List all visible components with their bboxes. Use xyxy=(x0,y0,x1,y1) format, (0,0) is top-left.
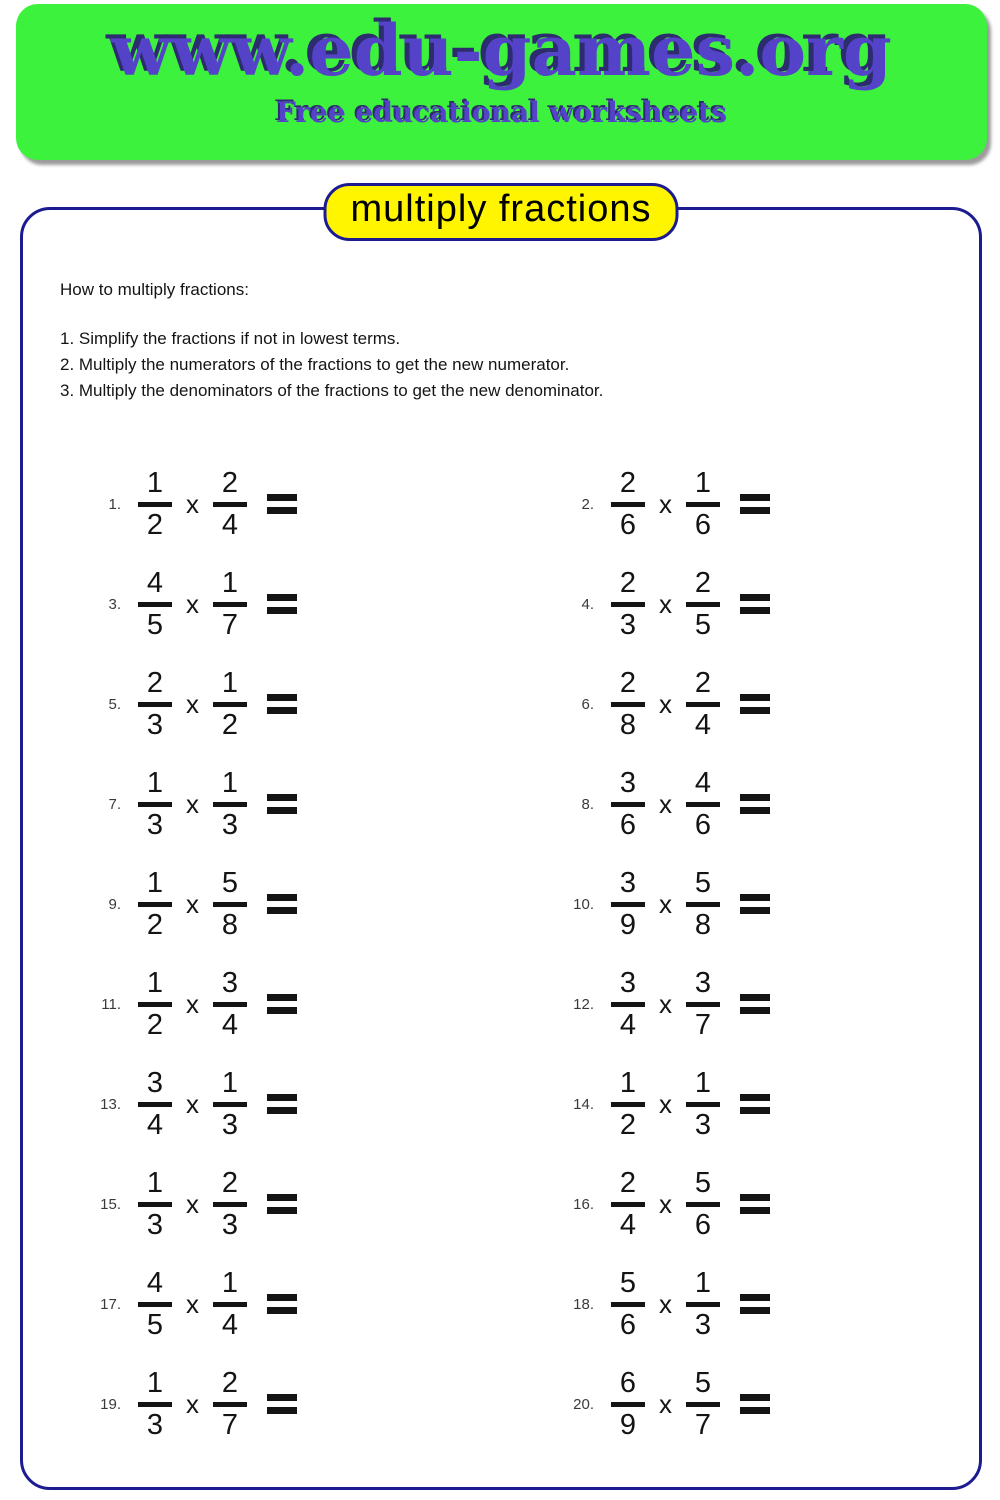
first-fraction-numerator: 1 xyxy=(146,466,164,499)
second-fraction xyxy=(686,1366,720,1441)
fraction-bar xyxy=(611,602,645,607)
second-fraction-denominator: 4 xyxy=(221,508,239,541)
equals-bar-bottom xyxy=(267,607,297,614)
multiply-operator: x xyxy=(186,1188,199,1219)
site-title: www.edu-games.org xyxy=(111,9,892,92)
problem-number: 18. xyxy=(573,1295,594,1313)
equals-sign xyxy=(740,994,770,1014)
equals-sign xyxy=(267,894,297,914)
first-fraction xyxy=(138,1166,172,1241)
second-fraction-numerator: 5 xyxy=(694,1366,712,1399)
first-fraction-numerator: 2 xyxy=(619,666,637,699)
problem-row xyxy=(510,854,959,954)
equals-bar-bottom xyxy=(267,707,297,714)
second-fraction-denominator: 2 xyxy=(221,708,239,741)
fraction-bar xyxy=(611,802,645,807)
second-fraction-numerator: 2 xyxy=(694,666,712,699)
first-fraction-numerator: 2 xyxy=(619,566,637,599)
second-fraction xyxy=(686,666,720,741)
first-fraction-denominator: 2 xyxy=(146,508,164,541)
problem-number: 4. xyxy=(581,595,594,613)
problem-number: 19. xyxy=(100,1395,121,1413)
first-fraction-denominator: 9 xyxy=(619,908,637,941)
worksheet-title: multiply fractions xyxy=(350,188,652,230)
second-fraction xyxy=(686,866,720,941)
first-fraction-denominator: 4 xyxy=(619,1208,637,1241)
fraction-bar xyxy=(138,1302,172,1307)
first-fraction xyxy=(138,1266,172,1341)
second-fraction-denominator: 7 xyxy=(221,1408,239,1441)
multiply-operator: x xyxy=(659,1388,672,1419)
second-fraction-numerator: 1 xyxy=(221,766,239,799)
second-fraction xyxy=(213,1066,247,1141)
first-fraction xyxy=(138,866,172,941)
site-tagline: Free educational worksheets xyxy=(276,96,727,129)
problem-row xyxy=(510,954,959,1054)
problems-grid xyxy=(23,404,979,1454)
first-fraction-denominator: 2 xyxy=(619,1108,637,1141)
first-fraction xyxy=(611,766,645,841)
second-fraction-denominator: 3 xyxy=(694,1108,712,1141)
second-fraction-denominator: 3 xyxy=(694,1308,712,1341)
first-fraction-denominator: 8 xyxy=(619,708,637,741)
first-fraction xyxy=(138,766,172,841)
multiply-operator: x xyxy=(659,588,672,619)
second-fraction xyxy=(213,766,247,841)
fraction-bar xyxy=(611,1302,645,1307)
equals-bar-bottom xyxy=(740,907,770,914)
equals-sign xyxy=(267,794,297,814)
first-fraction-denominator: 3 xyxy=(146,1408,164,1441)
equals-bar-top xyxy=(267,1394,297,1401)
second-fraction-denominator: 4 xyxy=(221,1308,239,1341)
problem-number: 16. xyxy=(573,1195,594,1213)
equals-bar-bottom xyxy=(267,1307,297,1314)
second-fraction-denominator: 7 xyxy=(221,608,239,641)
second-fraction-numerator: 2 xyxy=(694,566,712,599)
fraction-bar xyxy=(686,702,720,707)
fraction-bar xyxy=(611,502,645,507)
multiply-operator: x xyxy=(186,1288,199,1319)
problem-row xyxy=(61,954,510,1054)
second-fraction-denominator: 3 xyxy=(221,1208,239,1241)
fraction-bar xyxy=(213,702,247,707)
first-fraction-denominator: 3 xyxy=(146,808,164,841)
equals-bar-top xyxy=(740,694,770,701)
equals-bar-bottom xyxy=(740,1207,770,1214)
problem-number: 15. xyxy=(100,1195,121,1213)
instruction-step-1: 1. Simplify the fractions if not in lowest terms. xyxy=(60,329,401,348)
problem-number: 11. xyxy=(101,995,121,1013)
fraction-bar xyxy=(611,902,645,907)
equals-sign xyxy=(740,1294,770,1314)
second-fraction-numerator: 1 xyxy=(221,1266,239,1299)
equals-bar-top xyxy=(267,1194,297,1201)
first-fraction-denominator: 2 xyxy=(146,908,164,941)
problem-row xyxy=(510,1154,959,1254)
fraction-bar xyxy=(686,502,720,507)
equals-bar-bottom xyxy=(267,1207,297,1214)
equals-sign xyxy=(740,1094,770,1114)
instruction-step-3: 3. Multiply the denominators of the fractions to get the new denominator. xyxy=(60,381,604,400)
second-fraction xyxy=(213,1266,247,1341)
fraction-bar xyxy=(686,1002,720,1007)
first-fraction-denominator: 6 xyxy=(619,508,637,541)
first-fraction xyxy=(138,966,172,1041)
problem-row xyxy=(61,854,510,954)
first-fraction xyxy=(138,566,172,641)
equals-bar-bottom xyxy=(267,807,297,814)
first-fraction xyxy=(611,966,645,1041)
fraction-bar xyxy=(213,902,247,907)
equals-bar-bottom xyxy=(740,1307,770,1314)
equals-bar-bottom xyxy=(267,907,297,914)
multiply-operator: x xyxy=(659,888,672,919)
second-fraction-numerator: 1 xyxy=(221,666,239,699)
second-fraction-denominator: 5 xyxy=(694,608,712,641)
problem-number: 7. xyxy=(108,795,121,813)
first-fraction-numerator: 3 xyxy=(619,866,637,899)
fraction-bar xyxy=(138,1102,172,1107)
second-fraction xyxy=(686,566,720,641)
problem-number: 14. xyxy=(573,1095,594,1113)
first-fraction-numerator: 2 xyxy=(619,466,637,499)
worksheet-title-badge xyxy=(324,183,679,241)
second-fraction xyxy=(213,866,247,941)
second-fraction-denominator: 3 xyxy=(221,808,239,841)
multiply-operator: x xyxy=(186,1388,199,1419)
fraction-bar xyxy=(138,502,172,507)
equals-sign xyxy=(267,1394,297,1414)
second-fraction xyxy=(686,966,720,1041)
equals-sign xyxy=(267,594,297,614)
fraction-bar xyxy=(213,802,247,807)
problem-number: 3. xyxy=(108,595,121,613)
fraction-bar xyxy=(138,802,172,807)
equals-sign xyxy=(740,794,770,814)
first-fraction-numerator: 5 xyxy=(619,1266,637,1299)
second-fraction-denominator: 6 xyxy=(694,1208,712,1241)
multiply-operator: x xyxy=(186,488,199,519)
fraction-bar xyxy=(686,602,720,607)
fraction-bar xyxy=(138,902,172,907)
multiply-operator: x xyxy=(186,788,199,819)
fraction-bar xyxy=(611,702,645,707)
equals-bar-top xyxy=(740,494,770,501)
fraction-bar xyxy=(611,1002,645,1007)
second-fraction-numerator: 1 xyxy=(221,1066,239,1099)
equals-sign xyxy=(740,694,770,714)
problem-row xyxy=(61,1254,510,1354)
equals-sign xyxy=(267,694,297,714)
second-fraction-numerator: 2 xyxy=(221,1366,239,1399)
fraction-bar xyxy=(686,902,720,907)
equals-bar-bottom xyxy=(740,507,770,514)
first-fraction xyxy=(138,666,172,741)
first-fraction-numerator: 3 xyxy=(619,766,637,799)
problem-row xyxy=(61,554,510,654)
problem-row xyxy=(61,1354,510,1454)
first-fraction-denominator: 3 xyxy=(146,708,164,741)
first-fraction-denominator: 2 xyxy=(146,1008,164,1041)
fraction-bar xyxy=(138,1002,172,1007)
first-fraction-denominator: 3 xyxy=(619,608,637,641)
problem-row xyxy=(510,654,959,754)
equals-bar-top xyxy=(267,494,297,501)
equals-bar-bottom xyxy=(267,507,297,514)
fraction-bar xyxy=(213,502,247,507)
second-fraction-numerator: 2 xyxy=(221,466,239,499)
first-fraction xyxy=(611,666,645,741)
second-fraction-denominator: 6 xyxy=(694,508,712,541)
equals-bar-top xyxy=(740,1394,770,1401)
problem-row xyxy=(61,654,510,754)
problem-row xyxy=(61,1054,510,1154)
second-fraction xyxy=(686,1066,720,1141)
second-fraction xyxy=(686,1266,720,1341)
fraction-bar xyxy=(213,1402,247,1407)
equals-sign xyxy=(267,1294,297,1314)
second-fraction-denominator: 8 xyxy=(694,908,712,941)
second-fraction xyxy=(213,666,247,741)
fraction-bar xyxy=(138,602,172,607)
equals-sign xyxy=(267,994,297,1014)
second-fraction-denominator: 7 xyxy=(694,1008,712,1041)
first-fraction-numerator: 2 xyxy=(619,1166,637,1199)
first-fraction-denominator: 3 xyxy=(146,1208,164,1241)
problem-number: 13. xyxy=(100,1095,121,1113)
second-fraction-numerator: 1 xyxy=(694,1066,712,1099)
equals-bar-bottom xyxy=(740,707,770,714)
first-fraction-numerator: 6 xyxy=(619,1366,637,1399)
first-fraction xyxy=(611,866,645,941)
second-fraction-numerator: 1 xyxy=(694,1266,712,1299)
problem-number: 1. xyxy=(108,495,121,513)
first-fraction-numerator: 1 xyxy=(146,866,164,899)
equals-sign xyxy=(740,1394,770,1414)
equals-bar-top xyxy=(267,894,297,901)
problem-row xyxy=(510,454,959,554)
multiply-operator: x xyxy=(186,1088,199,1119)
second-fraction xyxy=(686,766,720,841)
equals-sign xyxy=(740,894,770,914)
multiply-operator: x xyxy=(659,1288,672,1319)
equals-sign xyxy=(740,494,770,514)
equals-bar-top xyxy=(740,994,770,1001)
multiply-operator: x xyxy=(659,988,672,1019)
second-fraction-denominator: 4 xyxy=(221,1008,239,1041)
equals-bar-bottom xyxy=(267,1007,297,1014)
problem-number: 6. xyxy=(581,695,594,713)
first-fraction-denominator: 4 xyxy=(146,1108,164,1141)
site-banner xyxy=(16,4,987,160)
multiply-operator: x xyxy=(659,1188,672,1219)
equals-bar-top xyxy=(267,694,297,701)
fraction-bar xyxy=(611,1102,645,1107)
equals-sign xyxy=(740,1194,770,1214)
first-fraction-numerator: 1 xyxy=(619,1066,637,1099)
equals-bar-bottom xyxy=(740,1007,770,1014)
equals-sign xyxy=(740,594,770,614)
fraction-bar xyxy=(611,1202,645,1207)
problem-row xyxy=(510,1354,959,1454)
problem-row xyxy=(510,1054,959,1154)
second-fraction-numerator: 2 xyxy=(221,1166,239,1199)
first-fraction xyxy=(611,1066,645,1141)
problem-number: 20. xyxy=(573,1395,594,1413)
second-fraction-numerator: 3 xyxy=(221,966,239,999)
multiply-operator: x xyxy=(186,688,199,719)
equals-sign xyxy=(267,1094,297,1114)
equals-bar-top xyxy=(740,1194,770,1201)
second-fraction-denominator: 8 xyxy=(221,908,239,941)
first-fraction-denominator: 5 xyxy=(146,608,164,641)
problem-number: 8. xyxy=(581,795,594,813)
worksheet xyxy=(20,188,982,1490)
second-fraction xyxy=(213,966,247,1041)
first-fraction-numerator: 1 xyxy=(146,966,164,999)
problem-row xyxy=(61,754,510,854)
first-fraction-denominator: 6 xyxy=(619,1308,637,1341)
equals-bar-top xyxy=(267,594,297,601)
problem-number: 5. xyxy=(108,695,121,713)
first-fraction-numerator: 1 xyxy=(146,1366,164,1399)
fraction-bar xyxy=(686,1102,720,1107)
instructions-steps xyxy=(60,326,939,404)
multiply-operator: x xyxy=(659,688,672,719)
first-fraction xyxy=(611,466,645,541)
first-fraction xyxy=(611,1366,645,1441)
fraction-bar xyxy=(686,1402,720,1407)
multiply-operator: x xyxy=(659,488,672,519)
instructions-heading: How to multiply fractions: xyxy=(60,280,249,299)
first-fraction xyxy=(138,1366,172,1441)
equals-bar-top xyxy=(267,794,297,801)
instruction-step-2: 2. Multiply the numerators of the fractions to get the new numerator. xyxy=(60,355,570,374)
second-fraction xyxy=(213,1166,247,1241)
first-fraction-numerator: 4 xyxy=(146,566,164,599)
problem-row xyxy=(61,454,510,554)
fraction-bar xyxy=(686,1302,720,1307)
equals-bar-bottom xyxy=(267,1407,297,1414)
first-fraction-numerator: 3 xyxy=(146,1066,164,1099)
multiply-operator: x xyxy=(186,888,199,919)
fraction-bar xyxy=(213,1002,247,1007)
equals-bar-top xyxy=(267,1294,297,1301)
second-fraction xyxy=(213,566,247,641)
multiply-operator: x xyxy=(659,1088,672,1119)
second-fraction-denominator: 6 xyxy=(694,808,712,841)
first-fraction xyxy=(138,1066,172,1141)
second-fraction-numerator: 1 xyxy=(694,466,712,499)
problem-row xyxy=(510,754,959,854)
equals-bar-bottom xyxy=(740,807,770,814)
fraction-bar xyxy=(213,1302,247,1307)
second-fraction-numerator: 3 xyxy=(694,966,712,999)
equals-bar-bottom xyxy=(740,1407,770,1414)
first-fraction-denominator: 5 xyxy=(146,1308,164,1341)
fraction-bar xyxy=(611,1402,645,1407)
problem-row xyxy=(61,1154,510,1254)
first-fraction-numerator: 1 xyxy=(146,766,164,799)
first-fraction-numerator: 4 xyxy=(146,1266,164,1299)
second-fraction-denominator: 4 xyxy=(694,708,712,741)
fraction-bar xyxy=(138,1402,172,1407)
multiply-operator: x xyxy=(186,988,199,1019)
fraction-bar xyxy=(138,1202,172,1207)
first-fraction-denominator: 6 xyxy=(619,808,637,841)
equals-bar-top xyxy=(740,594,770,601)
second-fraction xyxy=(213,466,247,541)
first-fraction xyxy=(138,466,172,541)
equals-sign xyxy=(267,1194,297,1214)
second-fraction-numerator: 5 xyxy=(694,866,712,899)
second-fraction xyxy=(686,1166,720,1241)
second-fraction-denominator: 3 xyxy=(221,1108,239,1141)
first-fraction-numerator: 1 xyxy=(146,1166,164,1199)
equals-bar-top xyxy=(267,994,297,1001)
second-fraction-denominator: 7 xyxy=(694,1408,712,1441)
fraction-bar xyxy=(686,1202,720,1207)
first-fraction-denominator: 4 xyxy=(619,1008,637,1041)
problem-row xyxy=(510,1254,959,1354)
equals-bar-top xyxy=(267,1094,297,1101)
fraction-bar xyxy=(213,1102,247,1107)
fraction-bar xyxy=(138,702,172,707)
equals-bar-bottom xyxy=(740,1107,770,1114)
fraction-bar xyxy=(213,602,247,607)
second-fraction-numerator: 4 xyxy=(694,766,712,799)
second-fraction-numerator: 1 xyxy=(221,566,239,599)
equals-bar-top xyxy=(740,794,770,801)
problem-row xyxy=(510,554,959,654)
equals-bar-top xyxy=(740,1094,770,1101)
second-fraction-numerator: 5 xyxy=(694,1166,712,1199)
first-fraction xyxy=(611,1266,645,1341)
fraction-bar xyxy=(213,1202,247,1207)
equals-bar-bottom xyxy=(267,1107,297,1114)
equals-bar-bottom xyxy=(740,607,770,614)
first-fraction xyxy=(611,566,645,641)
equals-bar-top xyxy=(740,894,770,901)
second-fraction-numerator: 5 xyxy=(221,866,239,899)
fraction-bar xyxy=(686,802,720,807)
problem-number: 10. xyxy=(573,895,594,913)
problem-number: 17. xyxy=(100,1295,121,1313)
first-fraction-denominator: 9 xyxy=(619,1408,637,1441)
first-fraction xyxy=(611,1166,645,1241)
problem-number: 2. xyxy=(581,495,594,513)
second-fraction xyxy=(213,1366,247,1441)
problem-number: 9. xyxy=(108,895,121,913)
equals-sign xyxy=(267,494,297,514)
first-fraction-numerator: 2 xyxy=(146,666,164,699)
second-fraction xyxy=(686,466,720,541)
problem-number: 12. xyxy=(573,995,594,1013)
equals-bar-top xyxy=(740,1294,770,1301)
multiply-operator: x xyxy=(659,788,672,819)
first-fraction-numerator: 3 xyxy=(619,966,637,999)
multiply-operator: x xyxy=(186,588,199,619)
